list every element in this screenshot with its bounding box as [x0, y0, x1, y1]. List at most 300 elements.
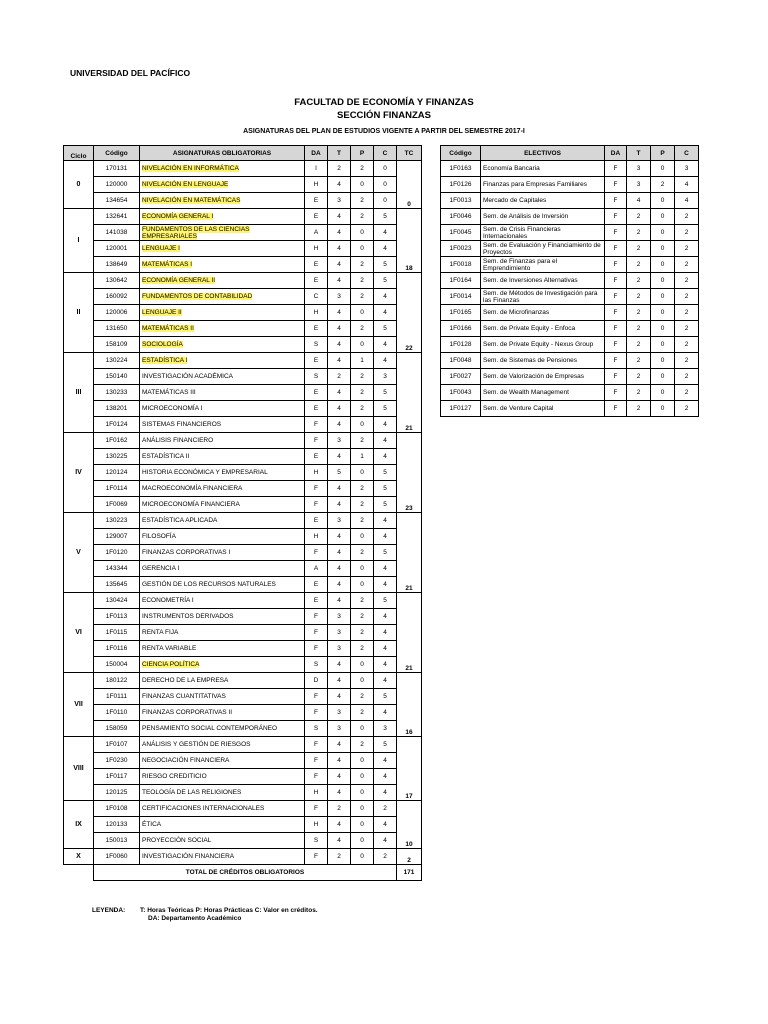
course-name	[140, 177, 305, 193]
course-c: 5	[374, 593, 397, 609]
course-code: 138201	[94, 401, 140, 417]
course-c: 4	[374, 673, 397, 689]
elective-t: 4	[627, 193, 651, 209]
course-t: 3	[328, 513, 351, 529]
elective-code: 1F0166	[441, 321, 481, 337]
course-p: 0	[351, 177, 374, 193]
cycle-label: I	[64, 209, 94, 273]
course-t: 4	[328, 817, 351, 833]
course-code: 130642	[94, 273, 140, 289]
course-t: 2	[328, 369, 351, 385]
course-p: 2	[351, 497, 374, 513]
elective-da: F	[605, 401, 627, 417]
elective-row	[441, 369, 699, 385]
course-da: E	[305, 273, 328, 289]
elective-row	[441, 401, 699, 417]
course-c: 4	[374, 561, 397, 577]
course-da: E	[305, 401, 328, 417]
course-da: F	[305, 801, 328, 817]
course-t: 4	[328, 305, 351, 321]
course-t: 4	[328, 353, 351, 369]
course-p: 0	[351, 417, 374, 433]
course-row	[64, 497, 422, 513]
course-row	[64, 257, 422, 273]
elective-p: 0	[651, 353, 675, 369]
highlighted-course-name: MATEMÁTICAS I	[142, 261, 193, 268]
elective-code: 1F0127	[441, 401, 481, 417]
elective-code: 1F0043	[441, 385, 481, 401]
course-p: 2	[351, 401, 374, 417]
course-code: 158059	[94, 721, 140, 737]
course-c: 4	[374, 753, 397, 769]
course-p: 0	[351, 657, 374, 673]
course-code: 120133	[94, 817, 140, 833]
course-t: 3	[328, 641, 351, 657]
total-credits-value: 171	[397, 865, 422, 881]
course-code: 143344	[94, 561, 140, 577]
course-da: E	[305, 209, 328, 225]
course-c: 0	[374, 161, 397, 177]
course-code: 1F0107	[94, 737, 140, 753]
cycle-label: IX	[64, 801, 94, 849]
course-name: INVESTIGACIÓN FINANCIERA	[140, 849, 305, 865]
cycle-total-credits: 10	[397, 801, 422, 849]
course-da: F	[305, 849, 328, 865]
elective-da: F	[605, 193, 627, 209]
highlighted-course-name: ESTADÍSTICA I	[142, 357, 188, 364]
elective-name: Sem. de Análisis de Inversión	[481, 209, 605, 225]
course-c: 4	[374, 449, 397, 465]
elective-c: 2	[675, 225, 699, 241]
elective-t: 2	[627, 241, 651, 257]
elective-da: F	[605, 385, 627, 401]
course-t: 4	[328, 273, 351, 289]
highlighted-course-name: MATEMÁTICAS II	[142, 325, 194, 332]
elective-c: 3	[675, 161, 699, 177]
elective-row	[441, 177, 699, 193]
course-c: 5	[374, 465, 397, 481]
course-p: 0	[351, 673, 374, 689]
elective-c: 2	[675, 257, 699, 273]
course-c: 5	[374, 737, 397, 753]
course-row	[64, 817, 422, 833]
course-t: 2	[328, 849, 351, 865]
course-t: 4	[328, 257, 351, 273]
highlighted-course-name: FUNDAMENTOS DE CONTABILIDAD	[142, 293, 253, 300]
elective-c: 2	[675, 401, 699, 417]
course-code: 1F0120	[94, 545, 140, 561]
course-p: 2	[351, 545, 374, 561]
elective-p: 0	[651, 209, 675, 225]
elective-name: Sem. de Sistemas de Pensiones	[481, 353, 605, 369]
course-name: FINANZAS CORPORATIVAS II	[140, 705, 305, 721]
course-c: 5	[374, 273, 397, 289]
course-t: 4	[328, 673, 351, 689]
course-t: 4	[328, 449, 351, 465]
elective-name: Mercado de Capitales	[481, 193, 605, 209]
course-t: 3	[328, 705, 351, 721]
legend-line-2: DA: Departamento Académico	[148, 915, 242, 922]
course-p: 0	[351, 785, 374, 801]
elective-code: 1F0165	[441, 305, 481, 321]
course-t: 3	[328, 625, 351, 641]
course-t: 4	[328, 209, 351, 225]
course-name	[140, 353, 305, 369]
course-name	[140, 321, 305, 337]
elective-code: 1F0014	[441, 289, 481, 305]
course-code: 1F0110	[94, 705, 140, 721]
elective-c: 4	[675, 177, 699, 193]
course-row	[64, 593, 422, 609]
course-p: 2	[351, 705, 374, 721]
course-t: 4	[328, 481, 351, 497]
elective-row	[441, 161, 699, 177]
course-c: 0	[374, 193, 397, 209]
course-code: 158109	[94, 337, 140, 353]
elective-code: 1F0163	[441, 161, 481, 177]
cycle-total-credits: 21	[397, 593, 422, 673]
course-name: PROYECCIÓN SOCIAL	[140, 833, 305, 849]
course-row	[64, 353, 422, 369]
course-row	[64, 241, 422, 257]
course-c: 5	[374, 209, 397, 225]
course-t: 4	[328, 737, 351, 753]
course-row	[64, 385, 422, 401]
course-t: 4	[328, 497, 351, 513]
course-row	[64, 401, 422, 417]
cycle-total-credits: 17	[397, 737, 422, 801]
course-p: 0	[351, 337, 374, 353]
elective-name: Sem. de Private Equity - Nexus Group	[481, 337, 605, 353]
course-name: NEGOCIACIÓN FINANCIERA	[140, 753, 305, 769]
course-row	[64, 177, 422, 193]
course-t: 4	[328, 689, 351, 705]
elective-name: Sem. de Finanzas para el Emprendimiento	[481, 257, 605, 273]
course-c: 3	[374, 721, 397, 737]
elective-t: 2	[627, 209, 651, 225]
course-row	[64, 689, 422, 705]
course-code: 1F0114	[94, 481, 140, 497]
course-da: E	[305, 321, 328, 337]
elective-p: 0	[651, 337, 675, 353]
course-row	[64, 273, 422, 289]
elective-code: 1F0128	[441, 337, 481, 353]
course-row	[64, 305, 422, 321]
course-row	[64, 785, 422, 801]
course-row	[64, 705, 422, 721]
highlighted-course-name: LENGUAJE I	[142, 245, 180, 252]
elective-row	[441, 305, 699, 321]
course-name: ESTADÍSTICA II	[140, 449, 305, 465]
course-t: 4	[328, 769, 351, 785]
course-c: 4	[374, 305, 397, 321]
course-da: E	[305, 593, 328, 609]
elective-header-c: C	[675, 146, 699, 161]
course-name: PENSAMIENTO SOCIAL CONTEMPORÁNEO	[140, 721, 305, 737]
course-row	[64, 161, 422, 177]
course-c: 5	[374, 321, 397, 337]
course-name: RIESGO CREDITICIO	[140, 769, 305, 785]
course-da: E	[305, 449, 328, 465]
course-p: 1	[351, 449, 374, 465]
course-name: FINANZAS CORPORATIVAS I	[140, 545, 305, 561]
course-name: INVESTIGACIÓN ACADÉMICA	[140, 369, 305, 385]
course-da: I	[305, 161, 328, 177]
cycle-total-credits: 22	[397, 273, 422, 353]
highlighted-course-name: CIENCIA POLÍTICA	[142, 661, 200, 668]
course-t: 3	[328, 609, 351, 625]
course-name: FINANZAS CUANTITATIVAS	[140, 689, 305, 705]
cycle-total-credits: 21	[397, 353, 422, 433]
elective-p: 0	[651, 321, 675, 337]
course-name: DERECHO DE LA EMPRESA	[140, 673, 305, 689]
elective-c: 4	[675, 193, 699, 209]
course-p: 2	[351, 641, 374, 657]
course-row	[64, 289, 422, 305]
elective-code: 1F0048	[441, 353, 481, 369]
course-row	[64, 849, 422, 865]
course-p: 0	[351, 465, 374, 481]
total-credits-row	[64, 865, 422, 881]
course-p: 0	[351, 529, 374, 545]
course-c: 4	[374, 337, 397, 353]
elective-name: Sem. de Crisis Financieras Internacionales	[481, 225, 605, 241]
course-name: TEOLOGÍA DE LAS RELIGIONES	[140, 785, 305, 801]
course-row	[64, 641, 422, 657]
course-code: 1F0230	[94, 753, 140, 769]
course-p: 1	[351, 353, 374, 369]
elective-da: F	[605, 289, 627, 305]
course-da: H	[305, 305, 328, 321]
course-row	[64, 321, 422, 337]
header-tc: TC	[397, 146, 422, 161]
elective-c: 2	[675, 369, 699, 385]
course-t: 2	[328, 161, 351, 177]
course-p: 2	[351, 689, 374, 705]
course-p: 2	[351, 321, 374, 337]
course-da: F	[305, 609, 328, 625]
elective-p: 0	[651, 273, 675, 289]
mandatory-header-row	[64, 146, 422, 161]
course-name: CERTIFICACIONES INTERNACIONALES	[140, 801, 305, 817]
elective-row	[441, 241, 699, 257]
legend-label: LEYENDA:	[92, 907, 126, 914]
course-da: F	[305, 689, 328, 705]
course-row	[64, 753, 422, 769]
course-name: GERENCIA I	[140, 561, 305, 577]
course-code: 134654	[94, 193, 140, 209]
elective-p: 0	[651, 305, 675, 321]
course-p: 0	[351, 241, 374, 257]
course-c: 4	[374, 417, 397, 433]
course-da: F	[305, 753, 328, 769]
course-name: MACROECONOMÍA FINANCIERA	[140, 481, 305, 497]
course-row	[64, 657, 422, 673]
course-c: 5	[374, 257, 397, 273]
course-c: 5	[374, 497, 397, 513]
course-name: ANÁLISIS FINANCIERO	[140, 433, 305, 449]
course-t: 4	[328, 753, 351, 769]
elective-t: 2	[627, 353, 651, 369]
course-name	[140, 273, 305, 289]
elective-row	[441, 385, 699, 401]
course-c: 3	[374, 369, 397, 385]
elective-name: Sem. de Métodos de Investigación para las Finanzas	[481, 289, 605, 305]
course-c: 4	[374, 817, 397, 833]
course-p: 0	[351, 817, 374, 833]
course-code: 141038	[94, 225, 140, 241]
course-row	[64, 465, 422, 481]
elective-code: 1F0164	[441, 273, 481, 289]
elective-t: 2	[627, 321, 651, 337]
course-da: F	[305, 545, 328, 561]
course-code: 1F0116	[94, 641, 140, 657]
course-code: 131650	[94, 321, 140, 337]
course-c: 4	[374, 513, 397, 529]
elective-da: F	[605, 177, 627, 193]
elective-da: F	[605, 241, 627, 257]
course-p: 2	[351, 273, 374, 289]
course-code: 180122	[94, 673, 140, 689]
highlighted-course-name: LENGUAJE II	[142, 309, 182, 316]
course-t: 4	[328, 241, 351, 257]
course-da: S	[305, 833, 328, 849]
course-name	[140, 209, 305, 225]
course-da: S	[305, 337, 328, 353]
cycle-total-credits: 2	[397, 849, 422, 865]
elective-header-row	[441, 146, 699, 161]
elective-da: F	[605, 209, 627, 225]
course-name: SISTEMAS FINANCIEROS	[140, 417, 305, 433]
course-row	[64, 369, 422, 385]
elective-courses-table	[440, 145, 699, 417]
elective-p: 0	[651, 193, 675, 209]
cycle-label: IV	[64, 433, 94, 513]
course-p: 0	[351, 721, 374, 737]
elective-row	[441, 273, 699, 289]
course-name: ESTADÍSTICA APLICADA	[140, 513, 305, 529]
course-code: 130225	[94, 449, 140, 465]
cycle-total-credits: 21	[397, 513, 422, 593]
cycle-label: VI	[64, 593, 94, 673]
course-row	[64, 449, 422, 465]
course-p: 0	[351, 769, 374, 785]
course-code: 1F0111	[94, 689, 140, 705]
elective-da: F	[605, 369, 627, 385]
course-code: 130223	[94, 513, 140, 529]
plan-subtitle: ASIGNATURAS DEL PLAN DE ESTUDIOS VIGENTE A PARTIR DEL SEMESTRE 2017-I	[243, 128, 525, 135]
mandatory-courses-table	[63, 145, 422, 881]
course-code: 1F0108	[94, 801, 140, 817]
course-t: 4	[328, 225, 351, 241]
elective-da: F	[605, 225, 627, 241]
header-p: P	[351, 146, 374, 161]
course-name	[140, 337, 305, 353]
elective-name: Sem. de Valorización de Empresas	[481, 369, 605, 385]
elective-code: 1F0046	[441, 209, 481, 225]
course-t: 4	[328, 529, 351, 545]
course-name: INSTRUMENTOS DERIVADOS	[140, 609, 305, 625]
section-title: SECCIÓN FINANZAS	[337, 110, 431, 121]
elective-t: 2	[627, 225, 651, 241]
course-code: 132641	[94, 209, 140, 225]
course-p: 0	[351, 577, 374, 593]
course-t: 4	[328, 177, 351, 193]
elective-p: 0	[651, 289, 675, 305]
course-c: 4	[374, 657, 397, 673]
elective-code: 1F0023	[441, 241, 481, 257]
course-code: 120001	[94, 241, 140, 257]
elective-row	[441, 289, 699, 305]
elective-p: 0	[651, 369, 675, 385]
header-ciclo: Ciclo	[64, 146, 94, 161]
course-da: F	[305, 497, 328, 513]
course-p: 2	[351, 625, 374, 641]
course-name: HISTORIA ECONÓMICA Y EMPRESARIAL	[140, 465, 305, 481]
course-name	[140, 161, 305, 177]
course-da: F	[305, 417, 328, 433]
course-c: 4	[374, 641, 397, 657]
course-name	[140, 289, 305, 305]
course-code: 135645	[94, 577, 140, 593]
course-code: 120006	[94, 305, 140, 321]
cycle-label: 0	[64, 161, 94, 209]
cycle-total-credits: 23	[397, 433, 422, 513]
elective-code: 1F0013	[441, 193, 481, 209]
course-row	[64, 625, 422, 641]
course-da: A	[305, 225, 328, 241]
course-name: MICROECONOMÍA I	[140, 401, 305, 417]
elective-c: 2	[675, 273, 699, 289]
course-code: 1F0113	[94, 609, 140, 625]
cycle-total-credits: 16	[397, 673, 422, 737]
course-name: ÉTICA	[140, 817, 305, 833]
course-row	[64, 337, 422, 353]
elective-t: 2	[627, 257, 651, 273]
course-c: 4	[374, 833, 397, 849]
course-p: 0	[351, 849, 374, 865]
elective-da: F	[605, 161, 627, 177]
course-p: 2	[351, 593, 374, 609]
course-da: H	[305, 529, 328, 545]
course-name: MATEMÁTICAS III	[140, 385, 305, 401]
elective-c: 2	[675, 209, 699, 225]
course-row	[64, 769, 422, 785]
elective-p: 2	[651, 177, 675, 193]
course-da: F	[305, 737, 328, 753]
header-t: T	[328, 146, 351, 161]
course-p: 2	[351, 513, 374, 529]
elective-p: 0	[651, 241, 675, 257]
course-row	[64, 609, 422, 625]
course-code: 1F0115	[94, 625, 140, 641]
elective-da: F	[605, 273, 627, 289]
course-c: 4	[374, 529, 397, 545]
elective-c: 2	[675, 321, 699, 337]
course-da: H	[305, 177, 328, 193]
course-row	[64, 193, 422, 209]
course-c: 0	[374, 177, 397, 193]
course-c: 4	[374, 577, 397, 593]
course-name: GESTIÓN DE LOS RECURSOS NATURALES	[140, 577, 305, 593]
course-t: 4	[328, 417, 351, 433]
course-c: 4	[374, 609, 397, 625]
course-name: RENTA FIJA	[140, 625, 305, 641]
elective-da: F	[605, 321, 627, 337]
course-p: 0	[351, 753, 374, 769]
course-code: 120000	[94, 177, 140, 193]
elective-c: 2	[675, 305, 699, 321]
